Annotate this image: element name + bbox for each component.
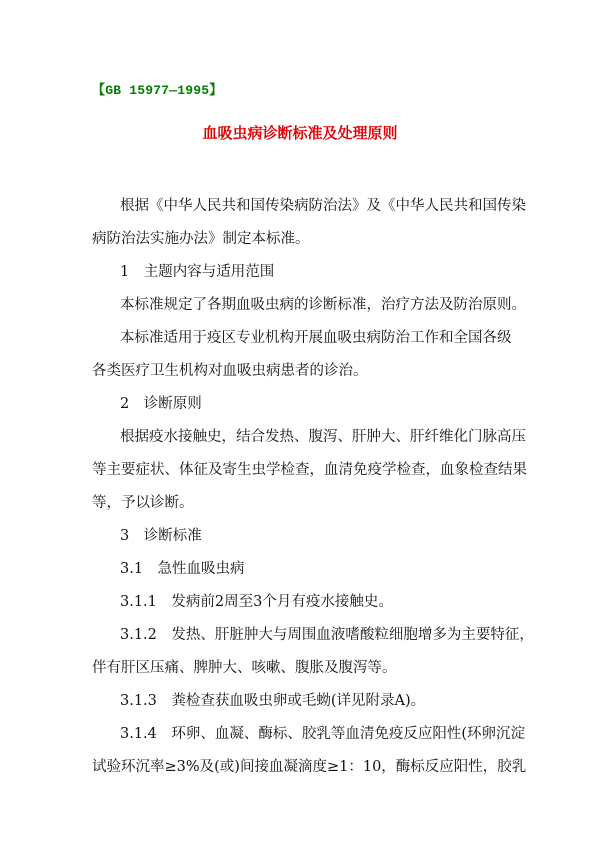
- clause-line: 3.1.1 发病前2周至3个月有疫水接触史。: [120, 594, 393, 610]
- paragraph-line: 本标准规定了各期血吸虫病的诊断标准，治疗方法及防治原则。: [120, 297, 526, 313]
- clause-line: 3.1.4 环卵、血凝、酶标、胶乳等血清免疫反应阳性(环卵沉淀: [120, 726, 526, 742]
- document-title: 血吸虫病诊断标准及处理原则: [202, 124, 398, 142]
- paragraph-line: 根据《中华人民共和国传染病防治法》及《中华人民共和国传染: [120, 198, 526, 214]
- section-heading: 2 诊断原则: [120, 396, 202, 412]
- paragraph-line: 等，予以诊断。: [92, 495, 194, 511]
- section-heading: 3 诊断标准: [120, 528, 202, 544]
- paragraph-line: 等主要症状、体征及寄生虫学检查，血清免疫学检查，血象检查结果: [92, 462, 527, 478]
- paragraph-line: 本标准适用于疫区专业机构开展血吸虫病防治工作和全国各级: [120, 330, 512, 346]
- paragraph-line: 根据疫水接触史，结合发热、腹泻、肝肿大、肝纤维化门脉高压: [120, 429, 526, 445]
- paragraph-line: 试验环沉率≥3%及(或)间接血凝滴度≥1：10，酶标反应阳性，胶乳: [92, 759, 527, 775]
- document-body: [92, 190, 534, 784]
- paragraph-line: 各类医疗卫生机构对血吸虫病患者的诊治。: [92, 363, 368, 379]
- paragraph-line: 病防治法实施办法》制定本标准。: [92, 231, 310, 247]
- paragraph-line: 伴有肝区压痛、脾肿大、咳嗽、腹胀及腹泻等。: [92, 660, 397, 676]
- section-heading: 1 主题内容与适用范围: [120, 264, 275, 280]
- standard-code: 【GB 15977—1995】: [92, 83, 223, 98]
- subsection-heading: 3.1 急性血吸虫病: [120, 561, 245, 577]
- clause-line: 3.1.2 发热、肝脏肿大与周围血液嗜酸粒细胞增多为主要特征，: [120, 627, 534, 643]
- clause-line: 3.1.3 粪检查获血吸虫卵或毛蚴(详见附录A)。: [120, 693, 426, 709]
